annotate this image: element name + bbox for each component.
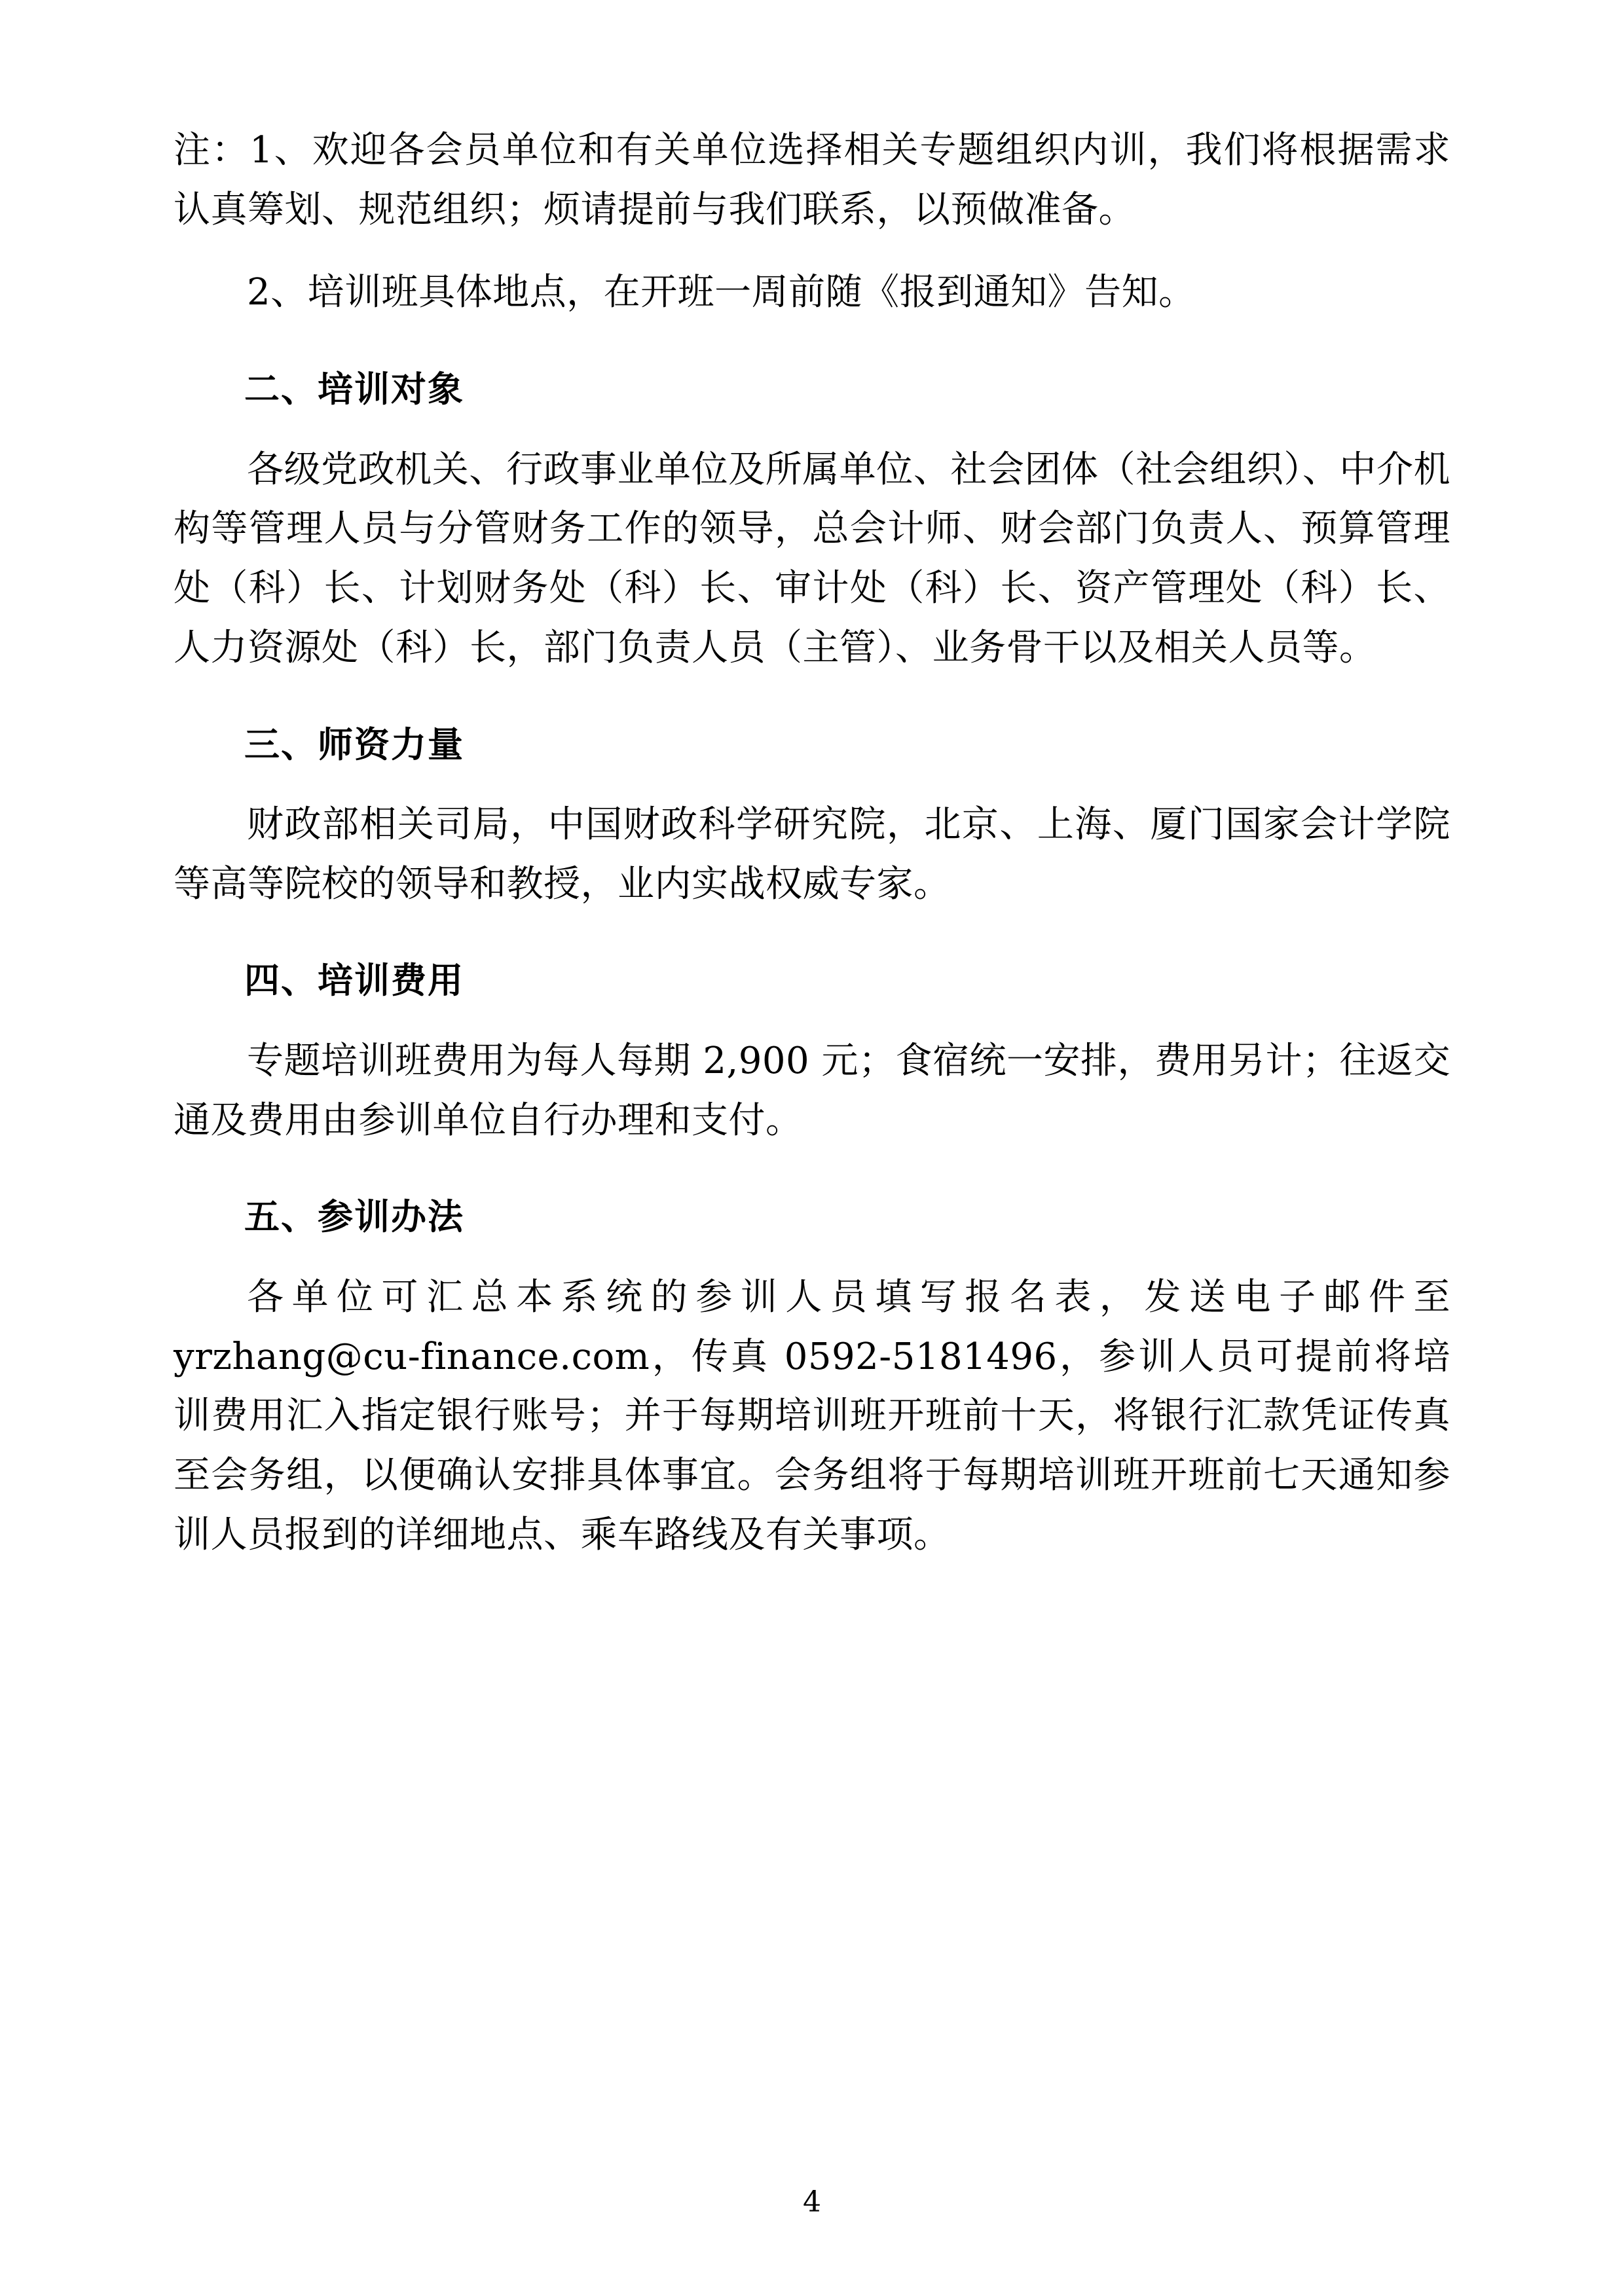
section-heading-5: 五、参训办法: [244, 1196, 464, 1238]
section-heading-3: 三、师资力量: [244, 723, 464, 765]
section-fee: [174, 952, 1450, 1150]
document-body: [174, 121, 1450, 1565]
section-body-4: 专题培训班费用为每人每期 2,900 元；食宿统一安排，费用另计；往返交通及费用由参训单位自行办理和支付。: [174, 1039, 1450, 1142]
section-training-audience: [174, 361, 1450, 678]
page-number: 4: [803, 2185, 821, 2219]
note-paragraph-2: 2、培训班具体地点，在开班一周前随《报到通知》告知。: [247, 271, 1196, 314]
section-body-5: 各单位可汇总本系统的参训人员填写报名表，发送电子邮件至 yrzhang@cu-finance.com，传真 0592-5181496，参训人员可提前将培训费用汇入指定银行账号；并于每期培训班开班前十天，将银行汇款凭证传真至会务组，以便确认安排具体事宜。会务组将于每期培训班开班前七天通知参训人员报到的详细地点、乘车路线及有关事项。: [174, 1275, 1450, 1556]
section-heading-4: 四、培训费用: [244, 960, 464, 1002]
section-body-3: 财政部相关司局，中国财政科学研究院，北京、上海、厦门国家会计学院等高等院校的领导和教授，业内实战权威专家。: [174, 803, 1450, 905]
section-body-2: 各级党政机关、行政事业单位及所属单位、社会团体（社会组织）、中介机构等管理人员与分管财务工作的领导，总会计师、财会部门负责人、预算管理处（科）长、计划财务处（科）长、审计处（科）长、资产管理处（科）长、人力资源处（科）长，部门负责人员（主管）、业务骨干以及相关人员等。: [174, 448, 1450, 669]
section-faculty: [174, 716, 1450, 915]
note-paragraph-1: 注：1、欢迎各会员单位和有关单位选择相关专题组织内训，我们将根据需求认真筹划、规范组织；烦请提前与我们联系，以预做准备。: [174, 129, 1450, 231]
section-registration: [174, 1188, 1450, 1565]
section-heading-2: 二、培训对象: [244, 369, 464, 410]
